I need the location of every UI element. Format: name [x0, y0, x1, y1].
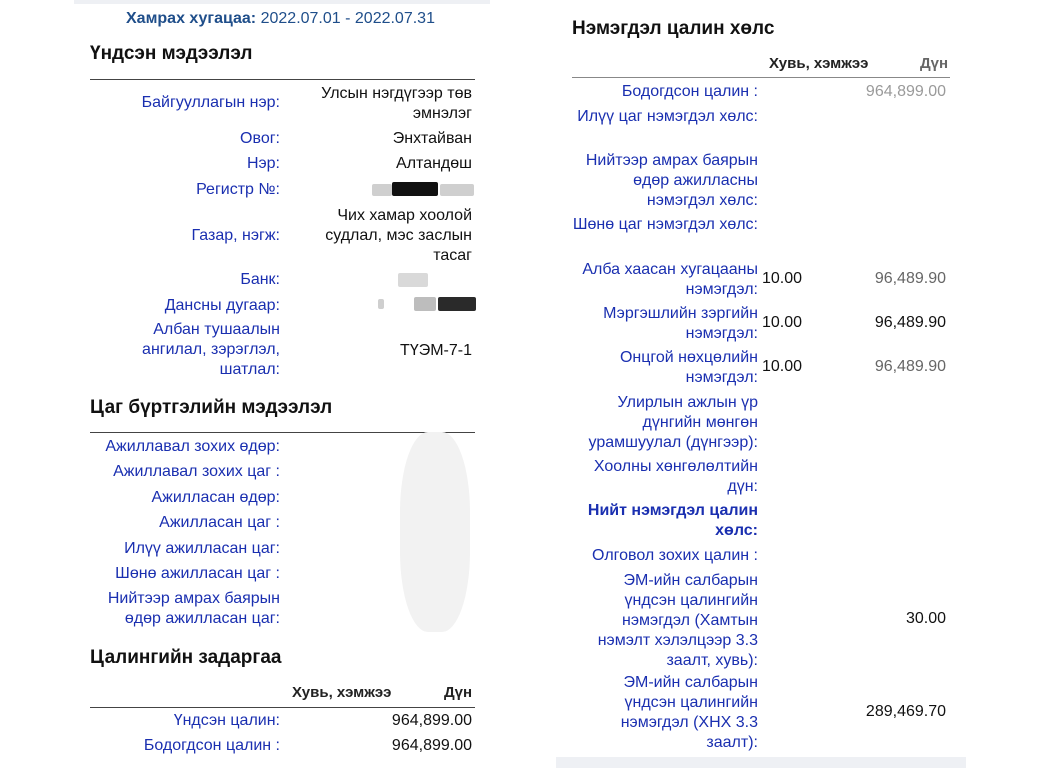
basic-info-title: Үндсэн мэдээлэл — [90, 43, 253, 64]
period-label: Хамрах хугацаа: — [126, 10, 257, 27]
bank-label: Банк: — [240, 271, 280, 288]
required-days-label: Ажиллавал зохих өдөр: — [105, 438, 280, 455]
qualification-bonus-amount: 96,489.90 — [874, 314, 946, 331]
night-pay-label: Шөнө цаг нэмэгдэл хөлс: — [572, 216, 758, 233]
surname-value: Энхтайван — [392, 130, 472, 147]
special-condition-amount: 96,489.90 — [874, 358, 946, 375]
qualification-bonus-rate: 10.00 — [762, 314, 803, 331]
night-hours-label: Шөнө ажилласан цаг : — [115, 565, 280, 582]
extra-col-amount: Дүн — [920, 55, 949, 72]
special-condition-rate: 10.00 — [762, 358, 803, 375]
calc-salary-amount: 964,899.00 — [391, 737, 472, 754]
quarterly-bonus-label: Улирлын ажлын үр дүнгийн мөнгөн урамшуулал (дүнгээр): — [588, 394, 758, 451]
meal-discount-label: Хоолны хөнгөлөлтийн дүн: — [593, 458, 758, 495]
total-extra-pay-label: Нийт нэмэгдэл цалин хөлс: — [587, 502, 758, 539]
base-salary-amount: 964,899.00 — [391, 712, 472, 729]
health-sector-bonus-hnh-label: ЭМ-ийн салбарын үндсэн цалингийн нэмэгдэл (ХНХ 3.3 заалт): — [620, 674, 758, 751]
service-bonus-amount: 96,489.90 — [874, 270, 946, 287]
name-label: Нэр: — [246, 155, 280, 172]
salary-col-amount: Дүн — [444, 684, 473, 701]
worked-hours-label: Ажилласан цаг : — [159, 514, 280, 531]
org-name-value: Улсын нэгдүгээр төв эмнэлэг — [321, 85, 472, 122]
calc-salary-label: Бодогдсон цалин : — [143, 737, 280, 754]
position-value: ТҮЭМ-7-1 — [400, 342, 472, 359]
overtime-pay-label: Илүү цаг нэмэгдэл хөлс: — [577, 108, 758, 125]
overtime-hours-label: Илүү ажилласан цаг: — [124, 540, 280, 557]
top-strip — [74, 0, 490, 4]
holiday-pay-label: Нийтээр амрах баярын өдөр ажилласны нэмэгдэл хөлс: — [585, 152, 758, 209]
health-sector-bonus-collective-amount: 30.00 — [905, 610, 946, 627]
time-info-title: Цаг бүртгэлийн мэдээлэл — [90, 397, 333, 418]
extra-calc-salary-amount: 964,899.00 — [865, 83, 946, 100]
holiday-hours-label: Нийтээр амрах баярын өдөр ажилласан цаг: — [107, 590, 280, 627]
org-name-label: Байгууллагын нэр: — [141, 94, 280, 111]
register-label: Регистр №: — [196, 181, 280, 198]
period-value: 2022.07.01 - 2022.07.31 — [260, 10, 435, 27]
basic-info-divider — [90, 79, 475, 80]
time-info-divider — [90, 432, 475, 433]
worked-days-label: Ажилласан өдөр: — [151, 489, 280, 506]
qualification-bonus-label: Мэргэшлийн зэргийн нэмэгдэл: — [603, 305, 758, 342]
position-label: Албан тушаалын ангилал, зэрэглэл, шатлал: — [142, 321, 280, 378]
required-hours-label: Ажиллавал зохих цаг : — [113, 463, 280, 480]
health-sector-bonus-hnh-amount: 289,469.70 — [865, 703, 946, 720]
extra-divider — [572, 77, 950, 78]
period-header — [126, 10, 435, 28]
bottom-strip — [556, 757, 966, 768]
service-bonus-rate: 10.00 — [762, 270, 803, 287]
salary-col-rate: Хувь, хэмжээ — [292, 684, 392, 701]
salary-divider — [90, 707, 475, 708]
time-values-redacted — [400, 432, 470, 632]
base-salary-label: Үндсэн цалин: — [173, 712, 280, 729]
service-bonus-label: Алба хаасан хугацааны нэмэгдэл: — [582, 261, 758, 298]
health-sector-bonus-collective-label: ЭМ-ийн салбарын үндсэн цалингийн нэмэгдэл (Хамтын нэмэлт хэлэлцээр 3.3 заалт, хувь): — [597, 572, 758, 669]
extra-calc-salary-label: Бодогдсон цалин : — [621, 83, 758, 100]
salary-title: Цалингийн задаргаа — [90, 647, 282, 668]
name-value: Алтандөш — [396, 155, 472, 172]
account-label: Дансны дугаар: — [164, 297, 280, 314]
extra-title: Нэмэгдэл цалин хөлс — [572, 18, 775, 39]
payable-salary-label: Олговол зохих цалин : — [592, 547, 758, 564]
extra-col-rate: Хувь, хэмжээ — [769, 55, 869, 72]
special-condition-label: Онцгой нөхцөлийн нэмэгдэл: — [619, 349, 758, 386]
department-value: Чих хамар хоолой судлал, мэс заслын тасаг — [325, 207, 472, 264]
surname-label: Овог: — [240, 130, 280, 147]
department-label: Газар, нэгж: — [191, 227, 280, 244]
